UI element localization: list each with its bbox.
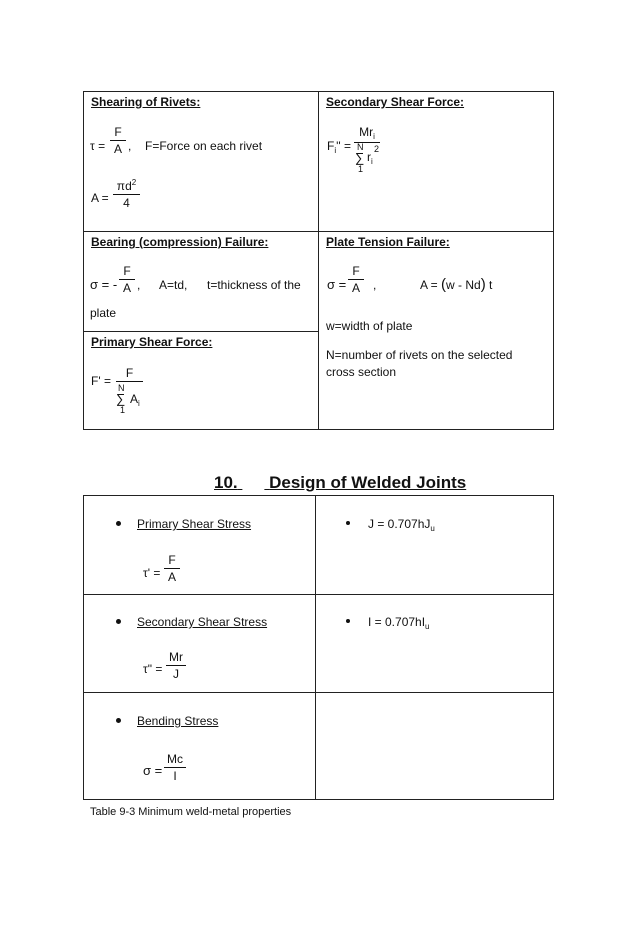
plate-tension-title: Plate Tension Failure: [326,235,450,249]
bending-stress-numerator: Mc [167,752,183,766]
secondary-shear-stress-label: Secondary Shear Stress [137,615,268,629]
table-row-divider-left [83,331,318,332]
primary-sum-bottom: 1 [120,405,126,415]
plate-tension-denominator: A [351,281,360,295]
bending-stress-fraction [164,752,186,783]
secondary-denominator: $r_i$ [367,150,373,166]
primary-sum-top: N [118,383,125,393]
secondary-denominator-exp: 2 [374,144,380,154]
table-border-left [83,91,84,430]
tau-lhs: τ = [90,139,106,153]
fraction-bar [110,140,126,141]
primary-shear-stress-lhs: τ' = [143,566,161,580]
table-column-divider [318,91,319,430]
table-column-divider [315,495,316,800]
plate-cross-section-note: cross section [326,365,397,379]
bullet-icon [346,619,350,623]
plate-tension-lhs: σ = [327,277,347,292]
area-lhs: A = [91,191,109,205]
tau-fraction [110,125,126,156]
plate-width-note: w=width of plate [326,319,413,333]
bending-stress-lhs: σ = [143,763,163,778]
table-row-divider [83,594,554,595]
tau-comma: , [128,139,132,153]
fraction-bar [348,279,364,280]
sigma-fraction [119,264,135,295]
tau-numerator: F [114,125,122,139]
secondary-numerator: $Mr_i$ [359,125,375,141]
secondary-sum-bottom: 1 [358,164,364,174]
sigma-thickness-note: t=thickness of the [207,278,301,292]
fraction-bar [164,568,180,569]
area-fraction [113,178,140,210]
fraction-bar [119,279,135,280]
table-border-top [83,495,554,496]
sigma-denominator: A [122,281,131,295]
bullet-icon [116,521,121,526]
polar-moment-formula: $J = 0.707hJ_u$ [368,517,435,533]
primary-denominator: $A_i$ [130,392,140,408]
primary-numerator: F [125,366,134,380]
primary-shear-stress-label: Primary Shear Stress [137,517,252,531]
secondary-sum-top: N [357,142,364,152]
primary-shear-stress-fraction [164,553,180,584]
bending-stress-label: Bending Stress [137,714,219,728]
sigma-numerator: F [123,264,131,278]
plate-tension-numerator: F [352,264,360,278]
primary-sum-sign: ∑ [116,391,126,406]
area-denominator: 4 [123,196,130,210]
plate-tension-area: A = (w - Nd) t [420,276,493,293]
bearing-failure-title: Bearing (compression) Failure: [91,235,269,249]
secondary-lhs: $F_i''$ = [327,139,352,155]
bullet-icon [346,521,350,525]
fraction-bar [164,767,186,768]
primary-lhs: F' = [91,374,111,388]
table-caption: Table 9-3 Minimum weld-metal properties [90,806,292,818]
fraction-bar [113,194,140,195]
table-row-divider [83,692,554,693]
moment-of-inertia-formula: $I = 0.707hI_u$ [368,615,430,631]
primary-shear-stress-denominator: A [167,570,176,584]
sigma-lhs: σ = - [90,277,118,292]
secondary-shear-stress-fraction [166,650,186,681]
sigma-comma: , [137,278,141,292]
table-border-bottom [83,799,554,800]
plate-tension-comma: , [373,278,377,292]
primary-shear-stress-numerator: F [168,553,176,567]
secondary-sum-sign: ∑ [355,150,365,165]
secondary-shear-stress-lhs: τ" = [143,662,163,676]
bullet-icon [116,619,121,624]
sigma-plate-note: plate [90,306,117,320]
primary-shear-title: Primary Shear Force: [91,335,213,349]
table-border-right [553,91,554,430]
table-border-right [553,495,554,800]
shearing-rivets-title: Shearing of Rivets: [91,95,201,109]
fraction-bar [116,381,143,382]
section-number: 10. [214,473,238,492]
fraction-bar [166,665,186,666]
area-numerator: $\pi d^2$ [116,178,137,193]
bending-stress-denominator: I [173,769,177,783]
tau-note: F=Force on each rivet [145,139,263,153]
plate-rivet-count-note: N=number of rivets on the selected [326,348,513,362]
primary-fraction [116,366,143,383]
plate-tension-fraction [348,264,364,295]
secondary-shear-title: Secondary Shear Force: [326,95,465,109]
section-heading [214,473,466,493]
secondary-shear-stress-denominator: J [173,667,179,681]
secondary-shear-stress-numerator: Mr [169,650,183,664]
bullet-icon [116,718,121,723]
table-border-left [83,495,84,800]
sigma-area-note: A=td, [159,278,188,292]
tau-denominator: A [113,142,122,156]
section-title: Design of Welded Joints [269,473,467,492]
